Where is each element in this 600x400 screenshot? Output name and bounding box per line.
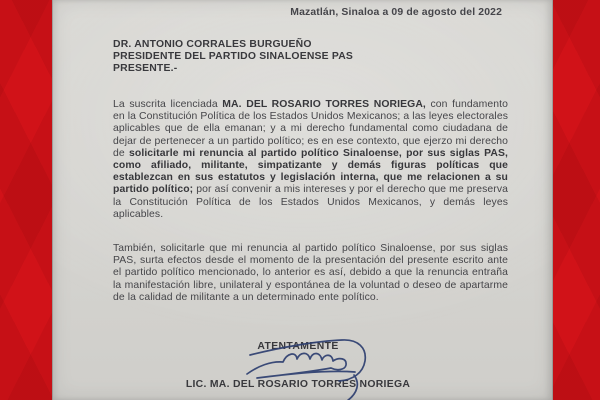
signer-name: LIC. MA. DEL ROSARIO TORRES NORIEGA: [185, 379, 411, 390]
recipient-block: [113, 39, 353, 74]
paragraph-1: La suscrita licenciada MA. DEL ROSARIO TORRES NORIEGA, con fundamento en la Constitución Política de los Estados Unidos Mexicanos; a las leyes electorales aplicables que de ella emanan; y a mi derecho fundamental como ciudadana de dejar de pertenecer a un partido político; es en ese contexto, que ejerzo mi derecho de solicitarle mi renuncia al partido político Sinaloense, por sus siglas PAS, como afiliado, militante, simpatizante y demás figuras políticas que establezcan en sus estatutos y legislación interna, que me relacionen a su partido político; por así convenir a mis intereses y por el derecho que me preserva la Constitución Política de los Estados Unidos Mexicanos, y demás leyes aplicables.: [113, 99, 508, 220]
closing-block: [98, 341, 498, 390]
recipient-presente: PRESENTE.-: [113, 62, 178, 74]
closing-word: ATENTAMENTE: [257, 341, 339, 352]
recipient-name: DR. ANTONIO CORRALES BURGUEÑO: [113, 39, 312, 50]
date-line: Mazatlán, Sinaloa a 09 de agosto del 2022: [290, 7, 502, 18]
paragraph-2: También, solicitarle que mi renuncia al partido político Sinaloense, por sus siglas PAS, surta efectos desde el momento de la presentación del presente escrito ante el partido político mencionado, lo anterior es así, debido a que la renuncia entraña la manifestación libre, unilateral y espontánea de la voluntad o deseo de apartarme de la calidad de militante a un determinado ente político.: [113, 243, 508, 303]
letter-paper: [52, 0, 553, 400]
recipient-title: PRESIDENTE DEL PARTIDO SINALOENSE PAS: [113, 50, 354, 62]
letter-body: [53, 0, 552, 400]
